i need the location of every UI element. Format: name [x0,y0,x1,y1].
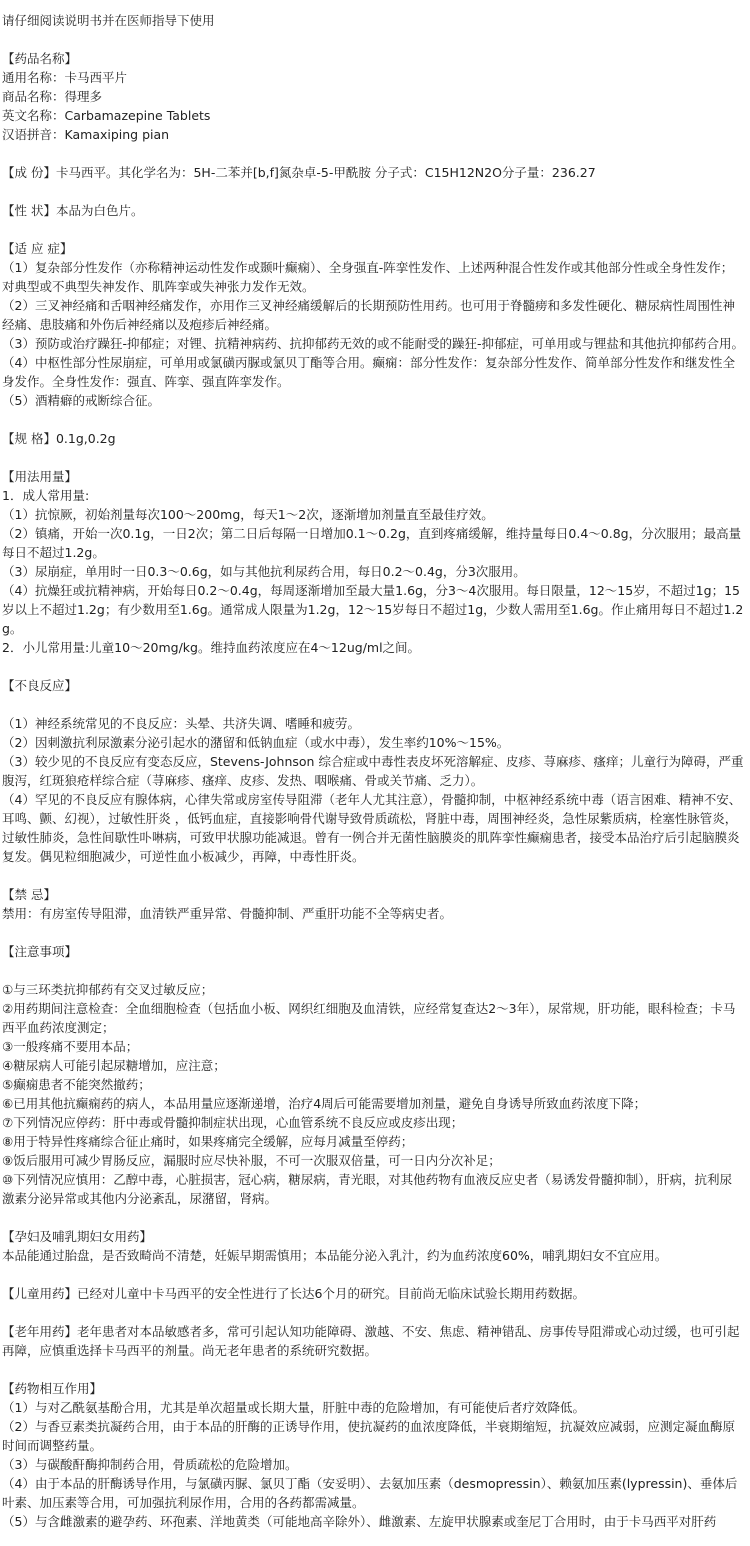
indications-heading: 【适 应 症】 [2,241,73,256]
spacer [2,961,744,980]
spacer [2,30,744,49]
adverse-heading: 【不良反应】 [2,678,78,693]
spacer [2,695,744,714]
spacer [2,1208,744,1227]
pregnancy-heading: 【孕妇及哺乳期妇女用药】 [2,1229,153,1244]
adverse-item: （4）罕见的不良反应有腺体病，心律失常或房室传导阻滞（老年人尤其注意），骨髓抑制，中枢神经系统中毒（语言困难、精神不安、耳鸣、颤、幻视），过敏性肝炎 ，低钙血症，直接影响骨代谢导致骨质疏松，肾脏中毒，周围神经炎，急性尿紫质病，栓塞性脉管炎，过敏性肺炎，急性间歇性卟啉病，可致甲状腺功能减退。曾有一例合并无菌性脑膜炎的肌阵挛性癫痫患者，接受本品治疗后引起脑膜炎复发。偶见粒细胞减少，可逆性血小板减少，再障，中毒性肝炎。 [2,792,742,864]
precaution-item: ①与三环类抗抑郁药有交叉过敏反应； [2,982,214,997]
precaution-item: ⑧用于特异性疼痛综合征止痛时，如果疼痛完全缓解，应每月减量至停药； [2,1134,414,1149]
ingredients-section: 【成 份】卡马西平。其化学名为：5H-二苯并[b,f]氮杂卓-5-甲酰胺 分子式：C15H12N2O分子量：236.27 [2,165,596,180]
interactions-heading: 【药物相互作用】 [2,1381,103,1396]
interaction-item: （5）与含雌激素的避孕药、环孢素、洋地黄类（可能地高辛除外）、雌激素、左旋甲状腺素或奎尼丁合用时，由于卡马西平对肝药 [2,1514,717,1529]
indication-item: （4）中枢性部分性尿崩症，可单用或氯磺丙脲或氯贝丁酯等合用。癫痫：部分性发作：复杂部分性发作、简单部分性发作和继发性全身发作。全身性发作：强直、阵挛、强直阵挛发作。 [2,355,735,389]
usage-notice: 请仔细阅读说明书并在医师指导下使用 [2,13,215,28]
pregnancy-text: 本品能通过胎盘，是否致畸尚不清楚，妊娠早期需慎用；本品能分泌入乳汁，约为血药浓度60%，哺乳期妇女不宜应用。 [2,1248,668,1263]
dosage-item: （1）抗惊厥，初始剂量每次100～200mg，每天1～2次，逐渐增加剂量直至最佳疗效。 [2,507,494,522]
precaution-item: ⑨饭后服用可减少胃肠反应，漏服时应尽快补服，不可一次服双倍量，可一日内分次补足； [2,1153,501,1168]
spacer [2,866,744,885]
interaction-item: （1）与对乙酰氨基酚合用，尤其是单次超量或长期大量，肝脏中毒的危险增加，有可能使后者疗效降低。 [2,1400,585,1415]
interaction-item: （3）与碳酸酐酶抑制药合用，骨质疏松的危险增加。 [2,1457,298,1472]
spacer [2,1265,744,1284]
pinyin-name: 汉语拼音：Kamaxiping pian [2,127,170,142]
spacer [2,1303,744,1322]
indication-item: （1）复杂部分性发作（亦称精神运动性发作或颞叶癫痫）、全身强直-阵挛性发作、上述两种混合性发作或其他部分性或全身性发作；对典型或不典型失神发作、肌阵挛或失神张力发作无效。 [2,260,734,294]
drug-name-heading: 【药品名称】 [2,51,78,66]
adult-dosage-title: 1．成人常用量: [2,488,90,503]
adverse-item: （1）神经系统常见的不良反应：头晕、共济失调、嗜睡和疲劳。 [2,716,360,731]
indication-item: （3）预防或治疗躁狂-抑郁症；对锂、抗精神病药、抗抑郁药无效的或不能耐受的躁狂-抑郁症，可单用或与锂盐和其他抗抑郁药合用。 [2,336,744,351]
spacer [2,144,744,163]
appearance-section: 【性 状】本品为白色片。 [2,203,144,218]
spacer [2,220,744,239]
precaution-item: ⑤癫痫患者不能突然撤药； [2,1077,151,1092]
precaution-item: ④糖尿病人可能引起尿糖增加，应注意； [2,1058,226,1073]
dosage-item: （2）镇痛，开始一次0.1g，一日2次；第二日后每隔一日增加0.1～0.2g，直到疼痛缓解，维持量每日0.4～0.8g，分次服用；最高量每日不超过1.2g。 [2,526,742,560]
contraindications-text: 禁用：有房室传导阻滞，血清铁严重异常、骨髓抑制、严重肝功能不全等病史者。 [2,906,453,921]
spacer [2,448,744,467]
spacer [2,657,744,676]
dosage-heading: 【用法用量】 [2,469,78,484]
child-dosage: 2．小儿常用量:儿童10～20mg/kg。维持血药浓度应在4～12ug/ml之间。 [2,640,421,655]
specification-section: 【规 格】0.1g,0.2g [2,431,116,446]
precaution-item: ③一般疼痛不要用本品； [2,1039,139,1054]
adverse-item: （3）较少见的不良反应有变态反应，Stevens-Johnson 综合症或中毒性表皮坏死溶解症、皮疹、荨麻疹、瘙痒；儿童行为障碍，严重腹泻，红斑狼疮样综合症（荨麻疹、瘙痒、皮疹、发热、咽喉痛、骨或关节痛、乏力）。 [2,754,744,788]
precautions-heading: 【注意事项】 [2,944,78,959]
english-name: 英文名称：Carbamazepine Tablets [2,108,211,123]
elderly-section: 【老年用药】老年患者对本品敏感者多，常可引起认知功能障碍、激越、不安、焦虑、精神错乱、房事传导阻滞或心动过缓，也可引起再障，应慎重选择卡马西平的剂量。尚无老年患者的系统研究数据。 [2,1324,740,1358]
dosage-item: （3）尿崩症，单用时一日0.3～0.6g，如与其他抗利尿药合用，每日0.2～0.4g，分3次服用。 [2,564,526,579]
indication-item: （5）酒精癖的戒断综合征。 [2,393,160,408]
precaution-item: ⑦下列情况应停药：肝中毒或骨髓抑制症状出现，心血管系统不良反应或皮疹出现； [2,1115,464,1130]
spacer [2,923,744,942]
contraindications-heading: 【禁 忌】 [2,887,56,902]
interaction-item: （2）与香豆素类抗凝药合用，由于本品的肝酶的正诱导作用，使抗凝药的血浓度降低，半衰期缩短，抗凝效应减弱，应测定凝血酶原时间而调整药量。 [2,1419,735,1453]
generic-name: 通用名称：卡马西平片 [2,70,128,85]
dosage-item: （4）抗燥狂或抗精神病，开始每日0.2～0.4g，每周逐渐增加至最大量1.6g，分3～4次服用。每日限量，12～15岁，不超过1g；15岁以上不超过1.2g；有少数用至1.6g。通常成人限量为1.2g，12～15岁每日不超过1g，少数人需用至1.6g。作止痛用每日不超过1.2g。 [2,583,744,636]
adverse-item: （2）因刺激抗利尿激素分泌引起水的潴留和低钠血症（或水中毒），发生率约10%～15%。 [2,735,510,750]
children-section: 【儿童用药】已经对儿童中卡马西平的安全性进行了长达6个月的研究。目前尚无临床试验长期用药数据。 [2,1286,585,1301]
spacer [2,410,744,429]
precaution-item: ②用药期间注意检查：全血细胞检查（包括血小板、网织红细胞及血清铁，应经常复查达2～3年），尿常规，肝功能，眼科检查；卡马西平血药浓度测定； [2,1001,736,1035]
indication-item: （2）三叉神经痛和舌咽神经痛发作，亦用作三叉神经痛缓解后的长期预防性用药。也可用于脊髓痨和多发性硬化、糖尿病性周围性神经痛、患肢痛和外伤后神经痛以及疱疹后神经痛。 [2,298,735,332]
spacer [2,182,744,201]
interaction-item: （4）由于本品的肝酶诱导作用，与氯磺丙脲、氯贝丁酯（安妥明）、去氨加压素（desmopressin）、赖氨加压素(lypressin)、垂体后叶素、加压素等合用，可加强抗利尿作用，合用的各药都需减量。 [2,1476,738,1510]
brand-name: 商品名称：得理多 [2,89,103,104]
precaution-item: ⑩下列情况应慎用：乙醇中毒，心脏损害，冠心病，糖尿病，青光眼，对其他药物有血液反应史者（易诱发骨髓抑制），肝病，抗利尿激素分泌异常或其他内分泌紊乱，尿潴留，肾病。 [2,1172,732,1206]
precaution-item: ⑥已用其他抗癫痫药的病人，本品用量应逐渐递增，治疗4周后可能需要增加剂量，避免自身诱导所致血药浓度下降； [2,1096,647,1111]
spacer [2,1360,744,1379]
